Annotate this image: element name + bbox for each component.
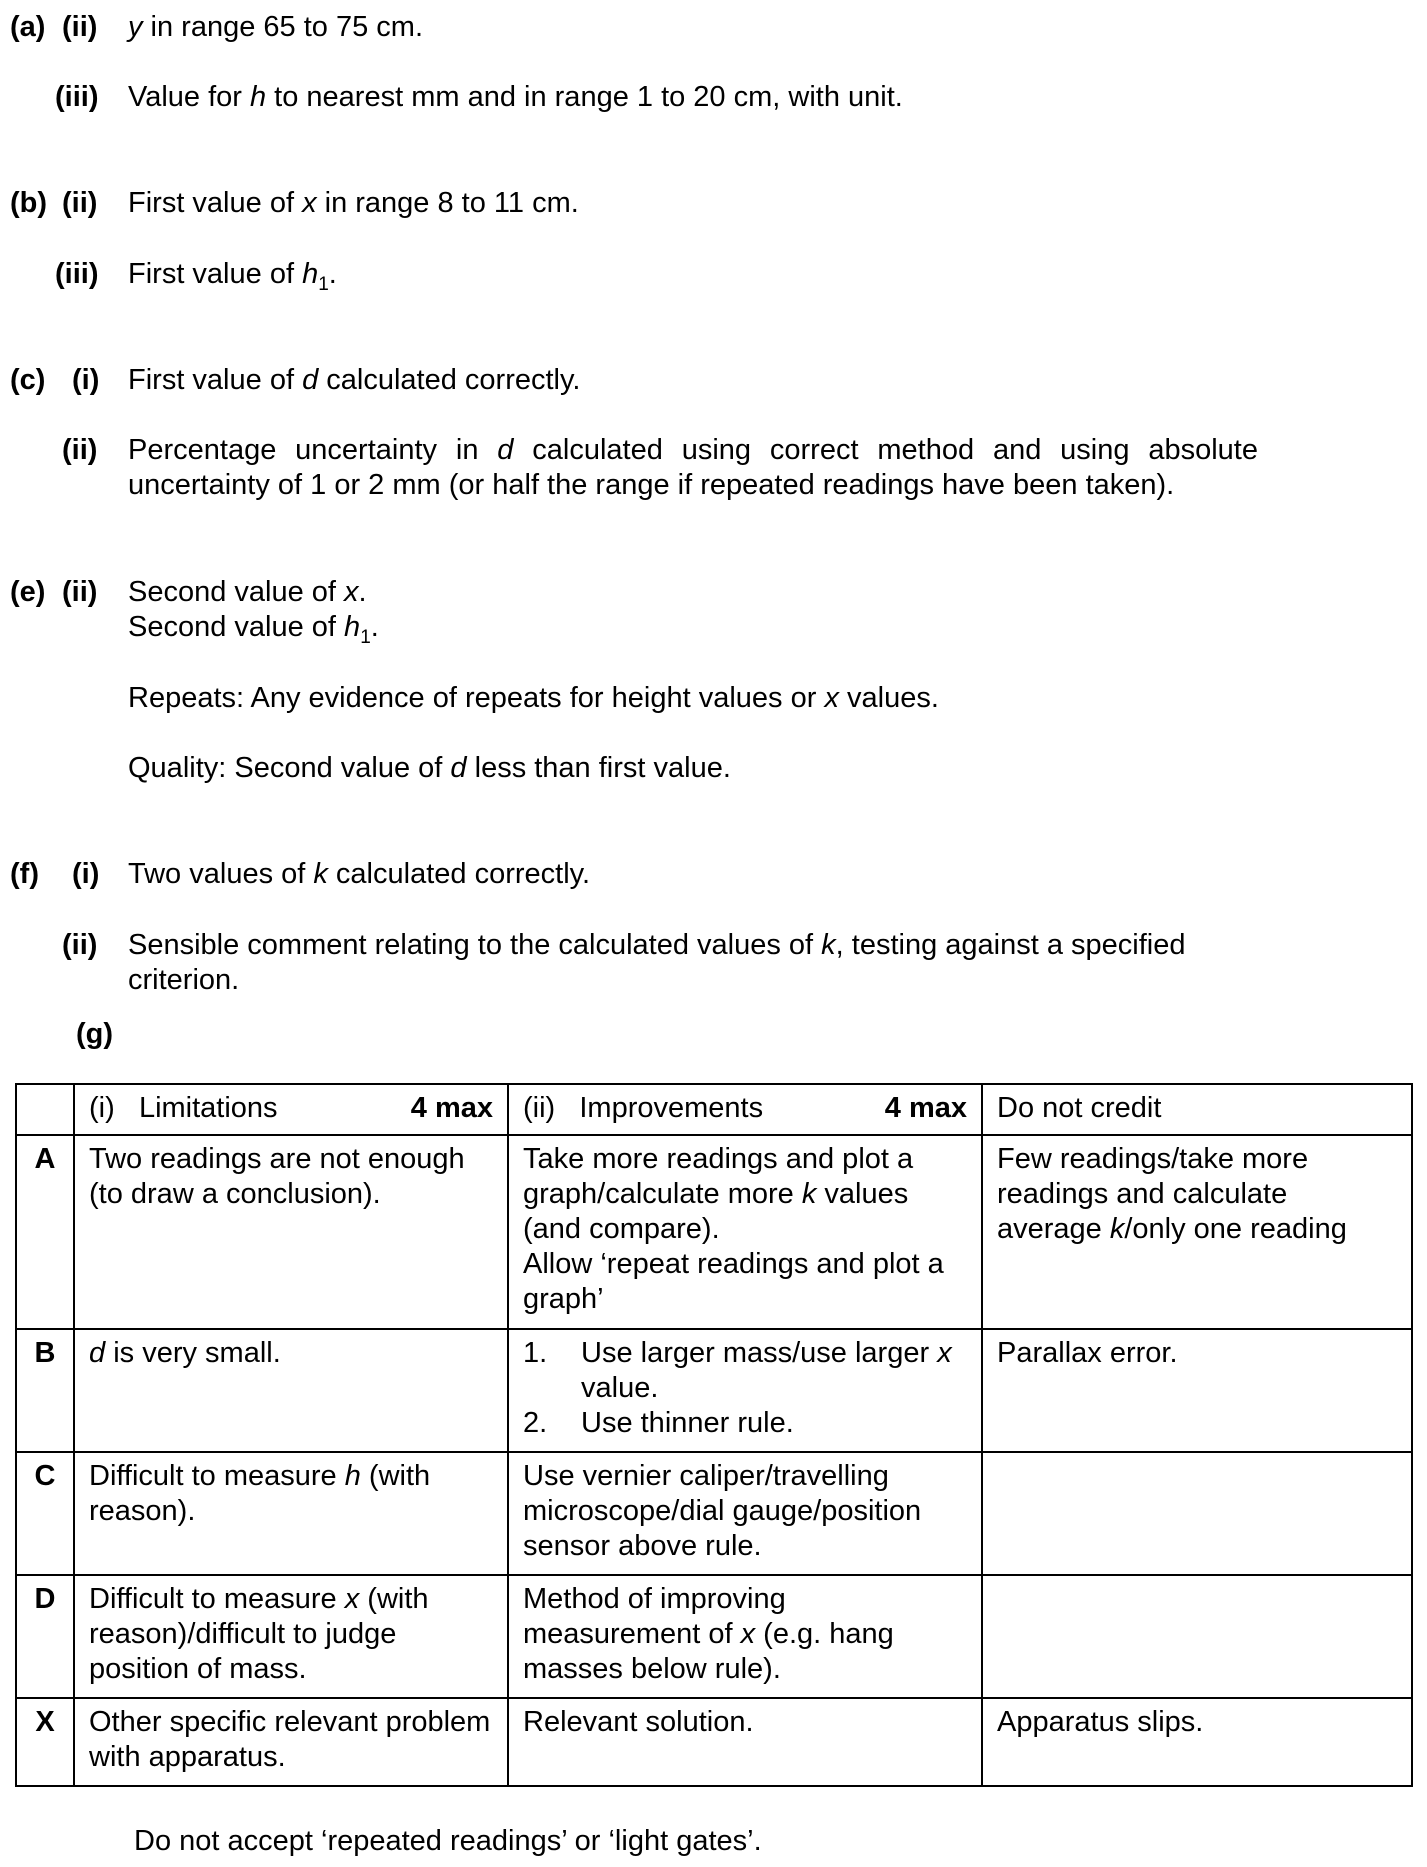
criterion-f-ii: Sensible comment relating to the calculated values of k, testing against a specified criterion. (128, 929, 1186, 996)
sub-label-c-ii: (ii) (62, 434, 98, 466)
limitations-max: 4 max (410, 1092, 493, 1124)
table-header-row (16, 1084, 1412, 1135)
table-row (16, 1575, 1412, 1698)
do-not-credit-b: Parallax error. (982, 1329, 1412, 1452)
header-improvements: (ii) Improvements 4 max (508, 1084, 982, 1135)
part-label-b: (b) (10, 187, 48, 219)
row-key-d: D (16, 1575, 74, 1698)
limitations-improvements-table (15, 1083, 1413, 1787)
table-row (16, 1329, 1412, 1452)
table-row (16, 1698, 1412, 1786)
list-item: 2. Use thinner rule. (523, 1407, 794, 1439)
row-key-c: C (16, 1452, 74, 1575)
header-do-not-credit: Do not credit (982, 1084, 1412, 1135)
limitation-c: Difficult to measure h (with reason). (74, 1452, 508, 1575)
improvement-b (508, 1329, 982, 1452)
row-key-b: B (16, 1329, 74, 1452)
sub-label-a-iii: (iii) (55, 81, 99, 113)
criterion-e-quality: Quality: Second value of d less than first value. (128, 752, 731, 784)
improvement-a-allow: Allow ‘repeat readings and plot a graph’ (523, 1248, 944, 1315)
criterion-c-i: First value of d calculated correctly. (128, 364, 581, 396)
var-y: y (128, 11, 143, 43)
criterion-f-i: Two values of k calculated correctly. (128, 858, 591, 890)
sub-label-b-iii: (iii) (55, 258, 99, 290)
do-not-credit-c (982, 1452, 1412, 1575)
limitation-x: Other specific relevant problem with apparatus. (74, 1698, 508, 1786)
sub-label-c-i: (i) (72, 364, 100, 396)
criterion-e-repeats: Repeats: Any evidence of repeats for height values or x values. (128, 682, 939, 714)
row-key-x: X (16, 1698, 74, 1786)
sub-label-e-ii: (ii) (62, 576, 98, 608)
header-key-cell (16, 1084, 74, 1135)
criterion-e-ii-line2: Second value of $h_1$. (128, 611, 379, 648)
do-not-credit-a: Few readings/take more readings and calculate average k/only one reading (982, 1135, 1412, 1329)
table-row (16, 1452, 1412, 1575)
limitation-a: Two readings are not enough (to draw a conclusion). (74, 1135, 508, 1329)
footnote: Do not accept ‘repeated readings’ or ‘light gates’. (134, 1825, 762, 1857)
list-item: 1. Use larger mass/use larger x value. (523, 1337, 952, 1404)
part-label-e: (e) (10, 576, 46, 608)
table-row (16, 1135, 1412, 1329)
criterion-c-ii: Percentage uncertainty in d calculated using correct method and using absolute uncertainty of 1 or 2 mm (or half the range if repeated readings have been taken). (128, 434, 1258, 501)
sub-label-b-ii: (ii) (62, 187, 98, 219)
part-label-f: (f) (10, 858, 39, 890)
sub-label-f-ii: (ii) (62, 929, 98, 961)
do-not-credit-d (982, 1575, 1412, 1698)
criterion-b-iii: First value of $h_1$. (128, 258, 337, 295)
criterion-e-ii-line1: Second value of x. (128, 576, 367, 608)
sub-label-a-ii: (ii) (62, 11, 98, 43)
improvement-d: Method of improving measurement of x (e.g. hang masses below rule). (508, 1575, 982, 1698)
improvements-max: 4 max (884, 1092, 967, 1124)
limitation-b: d is very small. (74, 1329, 508, 1452)
limitation-d: Difficult to measure x (with reason)/difficult to judge position of mass. (74, 1575, 508, 1698)
part-label-a: (a) (10, 11, 46, 43)
part-label-c: (c) (10, 364, 46, 396)
part-label-g: (g) (76, 1018, 114, 1050)
improvement-c: Use vernier caliper/travelling microscope/dial gauge/position sensor above rule. (508, 1452, 982, 1575)
do-not-credit-x: Apparatus slips. (982, 1698, 1412, 1786)
row-key-a: A (16, 1135, 74, 1329)
header-limitations: (i) Limitations 4 max (74, 1084, 508, 1135)
improvement-a: Take more readings and plot a graph/calculate more k values (and compare). Allow ‘repeat readings and plot a graph’ (508, 1135, 982, 1329)
criterion-a-ii: y in range 65 to 75 cm. (128, 11, 423, 43)
sub-label-f-i: (i) (72, 858, 100, 890)
improvement-x: Relevant solution. (508, 1698, 982, 1786)
criterion-a-iii: Value for h to nearest mm and in range 1 to 20 cm, with unit. (128, 81, 903, 113)
criterion-b-ii: First value of x in range 8 to 11 cm. (128, 187, 579, 219)
